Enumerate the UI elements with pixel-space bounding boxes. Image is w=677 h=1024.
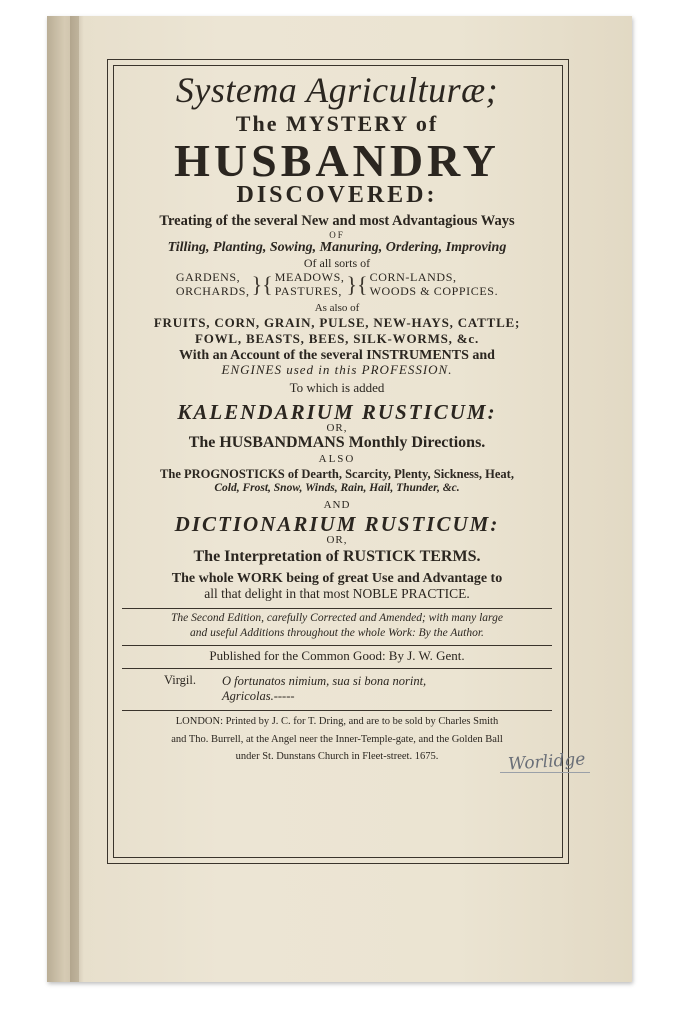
kalendarium-heading: KALENDARIUM RUSTICUM: (177, 399, 497, 424)
or-line-1: OR, (326, 421, 348, 434)
whole-work-line-1: The whole WORK being of great Use and Advantage to (171, 570, 503, 586)
dictionarium-heading: DICTIONARIUM RUSTICUM: (174, 512, 500, 537)
page-gutter-shadow (70, 16, 84, 982)
treating-line: Treating of the several New and most Advantagious Ways (159, 213, 515, 230)
prognosticks-line-2: Cold, Frost, Snow, Winds, Rain, Hail, Thunder, &c. (214, 481, 460, 494)
and-line: AND (323, 498, 351, 511)
also-line: ALSO (318, 453, 356, 466)
land-pastures: PASTURES, (274, 284, 343, 299)
prognosticks-line-1: The PROGNOSTICKS of Dearth, Scarcity, Plenty, Sickness, Heat, (160, 466, 514, 481)
subtitle-mystery: The MYSTERY of (235, 110, 439, 136)
subtitle-husbandry: HUSBANDRY (174, 134, 500, 186)
brace-icon: }{ (346, 272, 368, 298)
title-page-text (120, 68, 554, 763)
fruits-line-1: FRUITS, CORN, GRAIN, PULSE, NEW-HAYS, CATTLE; (153, 315, 521, 331)
quote-line-2: Agricolas.----- (222, 689, 295, 704)
edition-line-2: and useful Additions throughout the whole Work: By the Author. (190, 626, 484, 639)
annotation-underline (500, 772, 590, 773)
edition-line-1: The Second Edition, carefully Corrected and Amended; with many large (171, 611, 503, 624)
quote-text (222, 674, 426, 704)
divider-rule (122, 645, 552, 646)
land-meadows: MEADOWS, (274, 270, 345, 285)
land-types-columns (120, 271, 554, 299)
account-line-2: ENGINES used in this PROFESSION. (221, 362, 453, 378)
imprint-line-3: under St. Dunstans Church in Fleet-street. 1675. (235, 750, 439, 762)
of-line: OF (329, 229, 345, 240)
land-orchards: ORCHARDS, (175, 284, 250, 299)
tilling-line: Tilling, Planting, Sowing, Manuring, Ordering, Improving (167, 240, 507, 256)
land-column-3 (370, 271, 499, 299)
interpretation-line: The Interpretation of RUSTICK TERMS. (193, 547, 481, 565)
land-gardens: GARDENS, (175, 270, 241, 285)
main-title: Systema Agriculturæ; (175, 70, 499, 110)
land-corn-lands: CORN-LANDS, (369, 270, 457, 285)
land-column-2 (275, 271, 345, 299)
published-line: Published for the Common Good: By J. W. Gent. (209, 647, 465, 663)
imprint-line-2: and Tho. Burrell, at the Angel neer the Inner-Temple-gate, and the Golden Ball (171, 733, 503, 745)
or-line-2: OR, (326, 534, 348, 547)
handwritten-annotation: Worlidge (507, 749, 586, 775)
virgil-quote (120, 674, 554, 704)
land-woods-coppices: WOODS & COPPICES. (369, 284, 499, 299)
whole-work-line-2: all that delight in that most NOBLE PRACTICE. (204, 586, 470, 602)
quote-line-1: O fortunatos nimium, sua si bona norint, (222, 674, 427, 689)
brace-icon: }{ (251, 272, 273, 298)
all-sorts-line: Of all sorts of (303, 255, 371, 270)
account-line-1: With an Account of the several INSTRUMENTS and (179, 347, 495, 363)
added-line: To which is added (289, 380, 385, 396)
divider-rule (122, 710, 552, 711)
land-column-1 (176, 271, 250, 299)
husbandmans-line: The HUSBANDMANS Monthly Directions. (188, 434, 486, 452)
subtitle-discovered: DISCOVERED: (236, 182, 438, 209)
divider-rule (122, 608, 552, 609)
imprint-line-1: LONDON: Printed by J. C. for T. Dring, and are to be sold by Charles Smith (175, 716, 499, 728)
as-also-line: As also of (314, 301, 360, 314)
quote-source: Virgil. (164, 673, 197, 688)
fruits-line-2: FOWL, BEASTS, BEES, SILK-WORMS, &c. (194, 331, 480, 347)
divider-rule (122, 668, 552, 669)
